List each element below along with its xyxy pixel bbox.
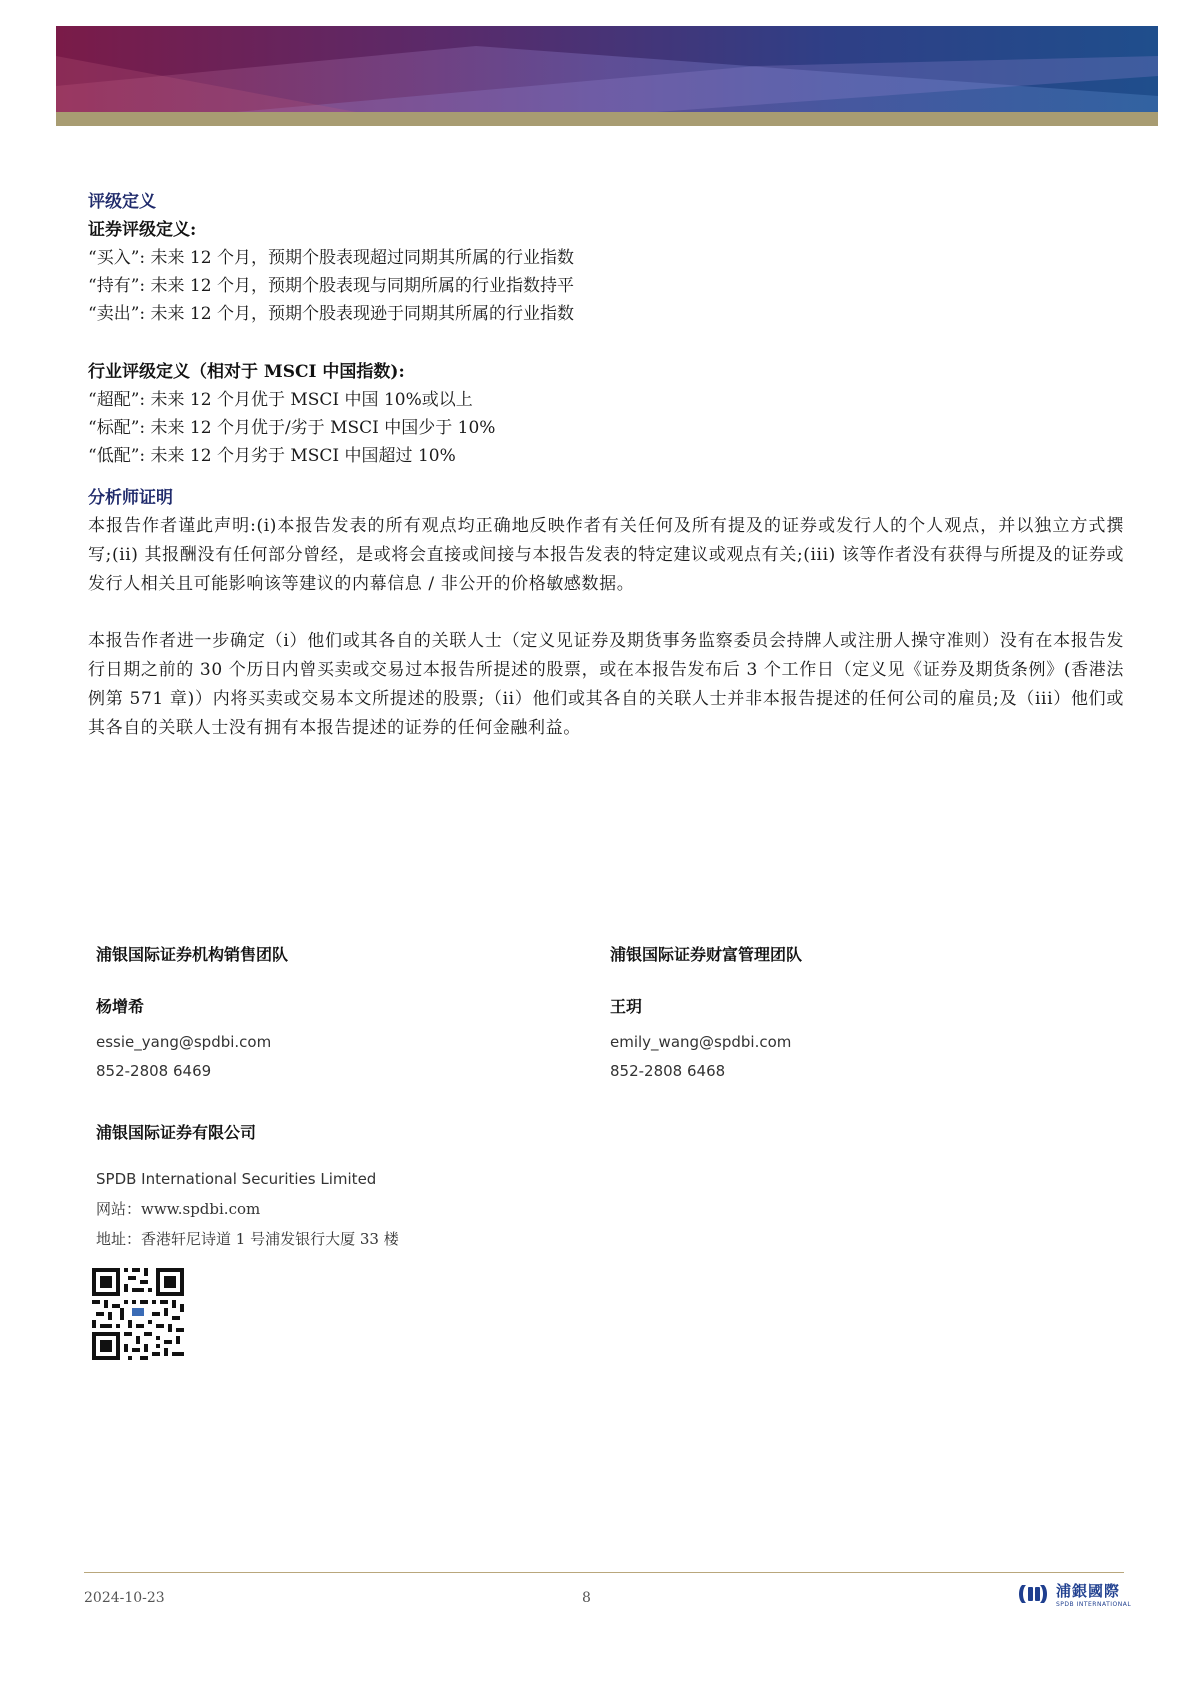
securities-rating-sell: “卖出”: 未来 12 个月，预期个股表现逊于同期其所属的行业指数 bbox=[88, 304, 574, 324]
contact-institutional-sales bbox=[96, 944, 516, 1086]
header-banner bbox=[56, 26, 1158, 126]
analyst-certification-title: 分析师证明 bbox=[88, 488, 173, 508]
contact-email[interactable]: essie_yang@spdbi.com bbox=[96, 1033, 272, 1051]
company-name-cn: 浦银国际证券有限公司 bbox=[96, 1123, 257, 1142]
footer-divider bbox=[84, 1572, 1124, 1573]
company-name-en: SPDB International Securities Limited bbox=[96, 1170, 377, 1188]
securities-rating-title: 证券评级定义: bbox=[88, 220, 197, 240]
logo-text-cn: 浦銀國際 bbox=[1056, 1582, 1121, 1600]
footer-date: 2024-10-23 bbox=[84, 1590, 165, 1606]
securities-rating-hold: “持有”: 未来 12 个月，预期个股表现与同期所属的行业指数持平 bbox=[88, 276, 574, 296]
rating-definition-title: 评级定义 bbox=[88, 192, 156, 212]
qr-code-icon bbox=[92, 1268, 184, 1360]
securities-rating-buy: “买入”: 未来 12 个月，预期个股表现超过同期其所属的行业指数 bbox=[88, 248, 574, 268]
main-content bbox=[88, 188, 1124, 743]
contact-wealth-management bbox=[610, 944, 1030, 1086]
industry-rating-neutral: “标配”: 未来 12 个月优于/劣于 MSCI 中国少于 10% bbox=[88, 418, 496, 438]
contact-phone: 852-2808 6469 bbox=[96, 1062, 212, 1080]
logo-text-en: SPDB INTERNATIONAL bbox=[1056, 1601, 1132, 1608]
company-address: 地址：香港轩尼诗道 1 号浦发银行大厦 33 楼 bbox=[96, 1230, 399, 1248]
industry-rating-underweight: “低配”: 未来 12 个月劣于 MSCI 中国超过 10% bbox=[88, 446, 456, 466]
contact-email[interactable]: emily_wang@spdbi.com bbox=[610, 1033, 792, 1051]
page-number: 8 bbox=[582, 1590, 591, 1606]
industry-rating-title: 行业评级定义（相对于 MSCI 中国指数): bbox=[88, 362, 405, 382]
spdb-logo bbox=[1016, 1580, 1131, 1612]
team-title: 浦银国际证券财富管理团队 bbox=[610, 945, 803, 964]
spdb-logo-icon bbox=[1016, 1581, 1050, 1611]
industry-rating-overweight: “超配”: 未来 12 个月优于 MSCI 中国 10%或以上 bbox=[88, 390, 473, 410]
contact-phone: 852-2808 6468 bbox=[610, 1062, 726, 1080]
analyst-certification-para-1: 本报告作者谨此声明:(i)本报告发表的所有观点均正确地反映作者有关任何及所有提及的证券或发行人的个人观点，并以独立方式撰写;(ii) 其报酬没有任何部分曾经，是或将会直接或间接与本报告发表的特定建议或观点有关;(iii) 该等作者没有获得与所提及的证券或发行人相关且可能影响该等建议的内幕信息 / 非公开的价格敏感数据。 bbox=[88, 516, 1124, 594]
contact-name: 王玥 bbox=[610, 997, 643, 1016]
contact-name: 杨增希 bbox=[96, 997, 145, 1016]
team-title: 浦银国际证券机构销售团队 bbox=[96, 945, 289, 964]
company-website[interactable]: 网站：www.spdbi.com bbox=[96, 1200, 261, 1218]
company-info bbox=[96, 1122, 696, 1254]
analyst-certification-para-2: 本报告作者进一步确定（i）他们或其各自的关联人士（定义见证券及期货事务监察委员会持牌人或注册人操守准则）没有在本报告发行日期之前的 30 个历日内曾买卖或交易过本报告所提述的股票，或在本报告发布后 3 个工作日（定义见《证券及期货条例》(香港法例第 571 章)）内将买卖或交易本文所提述的股票;（ii）他们或其各自的关联人士并非本报告提述的任何公司的雇员;及（iii）他们或其各自的关联人士没有拥有本报告提述的证券的任何金融利益。 bbox=[88, 631, 1124, 738]
